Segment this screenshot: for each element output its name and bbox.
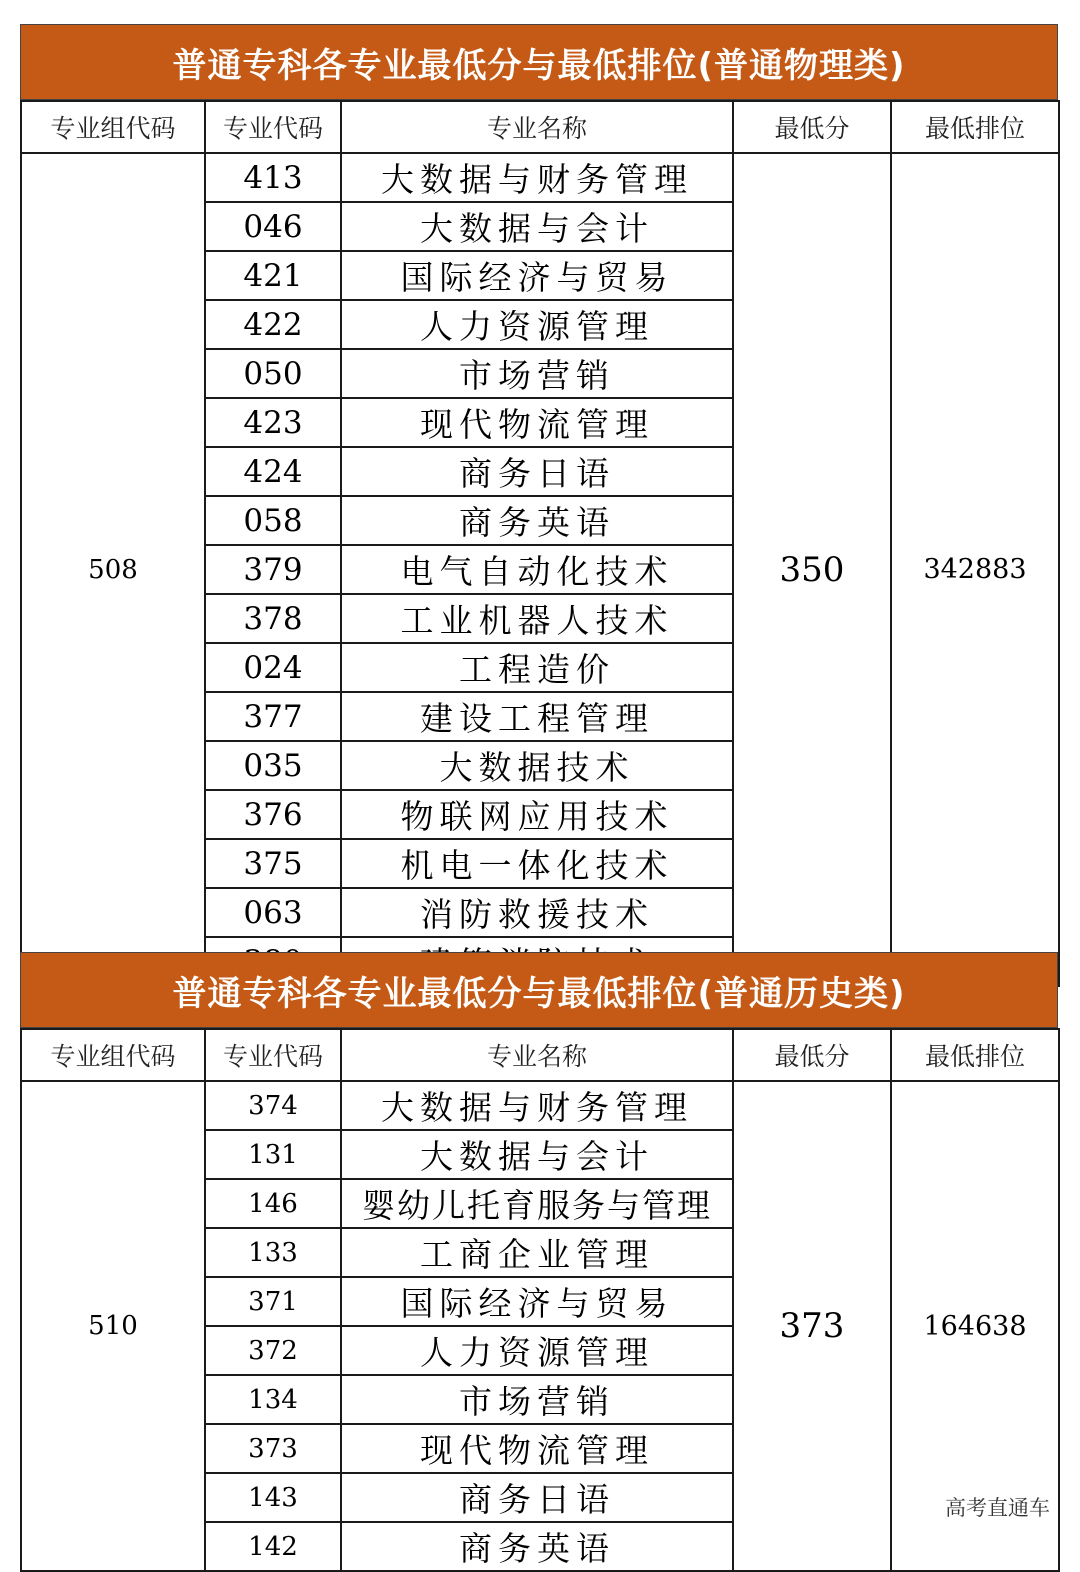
major-name-cell: 工业机器人技术 (341, 594, 733, 643)
major-name-cell: 人力资源管理 (341, 300, 733, 349)
major-name-cell: 机电一体化技术 (341, 839, 733, 888)
header-major-code: 专业代码 (205, 101, 341, 153)
major-code-cell: 142 (205, 1522, 341, 1571)
header-major-name: 专业名称 (341, 101, 733, 153)
major-code-cell: 050 (205, 349, 341, 398)
min-score-cell: 350 (733, 153, 891, 986)
table-title: 普通专科各专业最低分与最低排位(普通历史类) (20, 952, 1058, 1028)
major-code-cell: 375 (205, 839, 341, 888)
major-name-cell: 人力资源管理 (341, 1326, 733, 1375)
header-min-score: 最低分 (733, 1029, 891, 1081)
major-code-cell: 376 (205, 790, 341, 839)
major-name-cell: 工程造价 (341, 643, 733, 692)
min-rank-cell: 164638 (891, 1081, 1059, 1571)
major-code-cell: 024 (205, 643, 341, 692)
major-name-cell: 电气自动化技术 (341, 545, 733, 594)
major-name-cell: 大数据与会计 (341, 1130, 733, 1179)
major-name-cell: 大数据与会计 (341, 202, 733, 251)
major-name-cell: 工商企业管理 (341, 1228, 733, 1277)
major-name-cell: 现代物流管理 (341, 1424, 733, 1473)
major-code-cell: 063 (205, 888, 341, 937)
major-name-cell: 市场营销 (341, 349, 733, 398)
major-name-cell: 建设工程管理 (341, 692, 733, 741)
header-min-rank: 最低排位 (891, 1029, 1059, 1081)
major-code-cell: 058 (205, 496, 341, 545)
header-major-code: 专业代码 (205, 1029, 341, 1081)
major-code-cell: 377 (205, 692, 341, 741)
major-name-cell: 市场营销 (341, 1375, 733, 1424)
major-code-cell: 134 (205, 1375, 341, 1424)
table-row (21, 153, 1059, 202)
major-code-cell: 424 (205, 447, 341, 496)
major-code-cell: 374 (205, 1081, 341, 1130)
major-code-cell: 143 (205, 1473, 341, 1522)
major-name-cell: 国际经济与贸易 (341, 1277, 733, 1326)
major-code-cell: 035 (205, 741, 341, 790)
header-major-name: 专业名称 (341, 1029, 733, 1081)
major-name-cell: 商务日语 (341, 1473, 733, 1522)
physics-table-section (20, 24, 1058, 987)
major-code-cell: 373 (205, 1424, 341, 1473)
major-code-cell: 423 (205, 398, 341, 447)
group-code-cell: 510 (21, 1081, 205, 1571)
major-name-cell: 物联网应用技术 (341, 790, 733, 839)
major-name-cell: 商务英语 (341, 496, 733, 545)
header-min-rank: 最低排位 (891, 101, 1059, 153)
table-row (21, 1081, 1059, 1130)
group-code-cell: 508 (21, 153, 205, 986)
major-code-cell: 133 (205, 1228, 341, 1277)
major-code-cell: 371 (205, 1277, 341, 1326)
major-name-cell: 大数据技术 (341, 741, 733, 790)
major-code-cell: 413 (205, 153, 341, 202)
major-name-cell: 商务日语 (341, 447, 733, 496)
score-table-physics (20, 100, 1060, 987)
major-code-cell: 422 (205, 300, 341, 349)
major-name-cell: 国际经济与贸易 (341, 251, 733, 300)
major-code-cell: 372 (205, 1326, 341, 1375)
min-rank-cell: 342883 (891, 153, 1059, 986)
watermark: 高考直通车 (945, 1496, 1050, 1520)
major-code-cell: 131 (205, 1130, 341, 1179)
major-name-cell: 大数据与财务管理 (341, 1081, 733, 1130)
header-min-score: 最低分 (733, 101, 891, 153)
major-name-cell: 婴幼儿托育服务与管理 (341, 1179, 733, 1228)
score-table-history (20, 1028, 1060, 1572)
header-group-code: 专业组代码 (21, 1029, 205, 1081)
major-name-cell: 消防救援技术 (341, 888, 733, 937)
major-code-cell: 378 (205, 594, 341, 643)
major-name-cell: 商务英语 (341, 1522, 733, 1571)
major-code-cell: 146 (205, 1179, 341, 1228)
major-name-cell: 现代物流管理 (341, 398, 733, 447)
header-group-code: 专业组代码 (21, 101, 205, 153)
major-code-cell: 046 (205, 202, 341, 251)
history-table-section (20, 952, 1058, 1572)
major-code-cell: 379 (205, 545, 341, 594)
major-name-cell: 大数据与财务管理 (341, 153, 733, 202)
major-code-cell: 421 (205, 251, 341, 300)
min-score-cell: 373 (733, 1081, 891, 1571)
table-title: 普通专科各专业最低分与最低排位(普通物理类) (20, 24, 1058, 100)
